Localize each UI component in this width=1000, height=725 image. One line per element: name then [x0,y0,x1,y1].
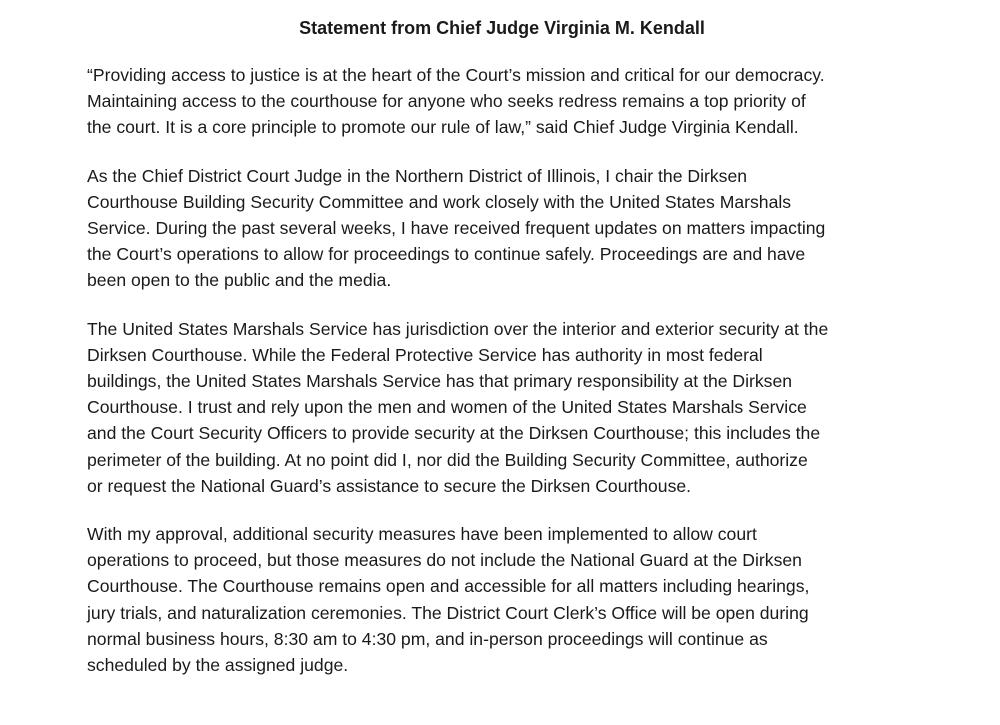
text-line: “Providing access to justice is at the heart of the Court’s mission and critical for our democracy. [87,65,825,85]
text-line: or request the National Guard’s assistance to secure the Dirksen Courthouse. [87,475,692,496]
text-line: Courthouse. The Courthouse remains open and accessible for all matters including hearings, [87,576,810,597]
paragraph-quote [87,62,927,141]
text-line: As the Chief District Court Judge in the Northern District of Illinois, I chair the Dirksen [87,165,748,186]
paragraph-committee [87,163,927,294]
text-line: Service. During the past several weeks, I have received frequent updates on matters impacting [87,218,826,239]
document-title: Statement from Chief Judge Virginia M. Kendall [299,18,705,38]
text-line: normal business hours, 8:30 am to 4:30 pm, and in-person proceedings will continue as [87,628,768,649]
text-line: With my approval, additional security measures have been implemented to allow court [87,524,757,545]
paragraph-jurisdiction [87,316,927,499]
text-line: Maintaining access to the courthouse for anyone who seeks redress remains a top priority of [87,91,806,112]
statement-document [87,16,927,678]
text-line: perimeter of the building. At no point did I, nor did the Building Security Committee, authorize [87,449,808,470]
text-line: the Court’s operations to allow for proceedings to continue safely. Proceedings are and have [87,244,806,265]
text-line: The United States Marshals Service has jurisdiction over the interior and exterior security at the [87,318,829,339]
text-line: operations to proceed, but those measures do not include the National Guard at the Dirksen [87,550,802,571]
text-line: Courthouse Building Security Committee and work closely with the United States Marshals [87,191,792,212]
text-line: Courthouse. I trust and rely upon the men and women of the United States Marshals Service [87,397,807,418]
paragraph-measures [87,521,927,678]
text-line: jury trials, and naturalization ceremonies. The District Court Clerk’s Office will be open during [87,602,809,623]
text-line: buildings, the United States Marshals Service has that primary responsibility at the Dirksen [87,371,793,392]
text-line: and the Court Security Officers to provide security at the Dirksen Courthouse; this includes the [87,423,821,444]
text-line: been open to the public and the media. [87,270,392,291]
text-line: scheduled by the assigned judge. [87,655,349,676]
text-line: Dirksen Courthouse. While the Federal Protective Service has authority in most federal [87,344,763,365]
text-line: the court. It is a core principle to promote our rule of law,” said Chief Judge Virginia Kendall. [87,117,799,138]
